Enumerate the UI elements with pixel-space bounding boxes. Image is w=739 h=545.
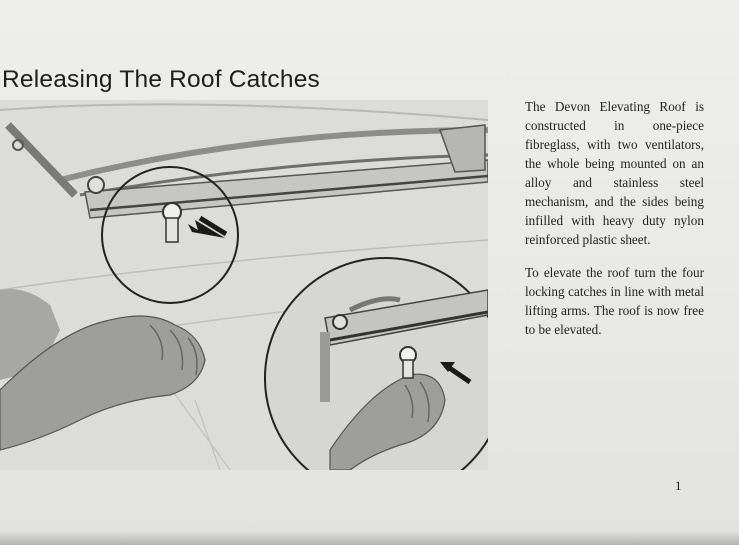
- roof-catch-illustration: [0, 100, 488, 470]
- paragraph-instructions: To elevate the roof turn the four locking catches in line with metal lifting arms. The roof is now free to be elevated.: [525, 265, 704, 337]
- body-text: [525, 97, 704, 353]
- paragraph-description: The Devon Elevating Roof is constructed in one-piece fibreglass, with two ventilators, the whole being mounted on an alloy and stainless steel mechanism, and the sides being infilled with heavy duty nylon reinforced plastic sheet.: [525, 99, 704, 247]
- page-edge-shadow: [0, 531, 739, 545]
- page-number: 1: [675, 478, 682, 493]
- page-title: Releasing The Roof Catches: [2, 66, 320, 93]
- roof-catch-drawing: [0, 100, 488, 470]
